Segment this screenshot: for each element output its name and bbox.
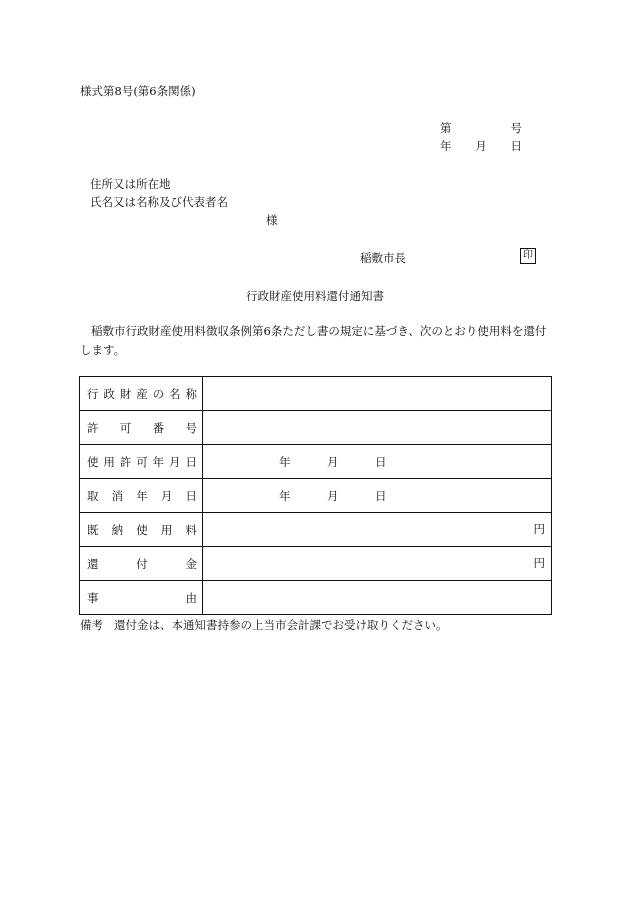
remarks-text: 還付金は、本通知書持参の上当市会計課でお受け取りください。 bbox=[114, 618, 448, 632]
row-label bbox=[80, 547, 203, 581]
row-label-text bbox=[80, 522, 202, 538]
table-row bbox=[80, 513, 552, 547]
issue-month: 月 bbox=[475, 139, 487, 153]
label-char: 名 bbox=[169, 386, 181, 401]
refund-details-table bbox=[79, 376, 552, 615]
label-char: 日 bbox=[185, 488, 197, 503]
table-row bbox=[80, 479, 552, 513]
label-char: 称 bbox=[185, 386, 197, 401]
row-label bbox=[80, 377, 203, 411]
row-value-field[interactable] bbox=[203, 411, 552, 445]
row-value-field[interactable] bbox=[203, 581, 552, 615]
row-label bbox=[80, 479, 203, 513]
row-label-text bbox=[80, 454, 202, 470]
row-label bbox=[80, 411, 203, 445]
number-suffix: 号 bbox=[510, 121, 522, 135]
label-char: 用 bbox=[160, 522, 173, 537]
seal-box: 印 bbox=[520, 248, 536, 264]
label-char: 料 bbox=[185, 522, 197, 537]
table-row bbox=[80, 411, 552, 445]
label-char: 産 bbox=[136, 386, 148, 401]
row-value-field[interactable] bbox=[203, 377, 552, 411]
document-title: 行政財産使用料還付通知書 bbox=[246, 289, 384, 303]
date-unit: 月 bbox=[327, 454, 339, 469]
date-unit: 年 bbox=[279, 454, 291, 469]
row-value-field[interactable] bbox=[203, 513, 552, 547]
row-value-field[interactable] bbox=[203, 547, 552, 581]
label-char: 使 bbox=[136, 522, 148, 537]
issue-year: 年 bbox=[440, 139, 452, 153]
document-number-line bbox=[440, 120, 522, 136]
label-char: 既 bbox=[87, 522, 99, 537]
row-label-text bbox=[80, 590, 202, 606]
row-value-field[interactable] bbox=[203, 445, 552, 479]
row-label bbox=[80, 445, 203, 479]
label-char: 可 bbox=[119, 420, 132, 435]
row-label-text bbox=[80, 488, 202, 504]
label-char: 月 bbox=[169, 454, 181, 469]
row-label-text bbox=[80, 386, 202, 402]
body-paragraph: 稲敷市行政財産使用料徴収条例第6条ただし書の規定に基づき、次のとおり使用料を還付します。 bbox=[80, 324, 547, 357]
table-row bbox=[80, 445, 552, 479]
label-char: 号 bbox=[185, 420, 197, 435]
date-fields bbox=[279, 479, 387, 512]
label-char: の bbox=[152, 386, 165, 401]
date-unit: 日 bbox=[375, 454, 387, 469]
label-char: 付 bbox=[136, 556, 148, 571]
label-char: 行 bbox=[87, 386, 99, 401]
label-char: 月 bbox=[160, 488, 173, 503]
number-prefix: 第 bbox=[440, 121, 452, 135]
label-char: 還 bbox=[87, 556, 99, 571]
label-char: 財 bbox=[119, 386, 132, 401]
form-number: 様式第8号(第6条関係) bbox=[80, 84, 196, 98]
recipient-name-label: 氏名又は名称及び代表者名 bbox=[90, 195, 228, 209]
issue-date-line bbox=[440, 138, 522, 154]
date-unit: 年 bbox=[279, 488, 291, 503]
recipient-honorific: 様 bbox=[266, 213, 278, 227]
issue-day: 日 bbox=[510, 139, 522, 153]
date-unit: 日 bbox=[375, 488, 387, 503]
table-row bbox=[80, 581, 552, 615]
label-char: 番 bbox=[152, 420, 165, 435]
date-fields bbox=[279, 445, 387, 478]
label-char: 可 bbox=[136, 454, 148, 469]
date-unit: 月 bbox=[327, 488, 339, 503]
label-char: 年 bbox=[136, 488, 148, 503]
row-label-text bbox=[80, 420, 202, 436]
label-char: 許 bbox=[87, 420, 99, 435]
recipient-address-label: 住所又は所在地 bbox=[90, 177, 171, 191]
label-char: 事 bbox=[87, 590, 99, 605]
label-char: 許 bbox=[119, 454, 132, 469]
label-char: 消 bbox=[111, 488, 124, 503]
currency-unit: 円 bbox=[533, 556, 545, 570]
table-row bbox=[80, 547, 552, 581]
remarks-label: 備考 bbox=[80, 618, 103, 632]
label-char: 納 bbox=[111, 522, 124, 537]
label-char: 取 bbox=[87, 488, 99, 503]
label-char: 日 bbox=[185, 454, 197, 469]
row-label-text bbox=[80, 556, 202, 572]
label-char: 金 bbox=[185, 556, 197, 571]
issuer-title: 稲敷市長 bbox=[360, 251, 406, 265]
row-label bbox=[80, 513, 203, 547]
table-row bbox=[80, 377, 552, 411]
label-char: 年 bbox=[152, 454, 165, 469]
label-char: 用 bbox=[103, 454, 115, 469]
row-value-field[interactable] bbox=[203, 479, 552, 513]
row-label bbox=[80, 581, 203, 615]
label-char: 使 bbox=[87, 454, 99, 469]
label-char: 由 bbox=[185, 590, 197, 605]
label-char: 政 bbox=[103, 386, 115, 401]
currency-unit: 円 bbox=[533, 522, 545, 536]
remarks bbox=[80, 617, 448, 633]
